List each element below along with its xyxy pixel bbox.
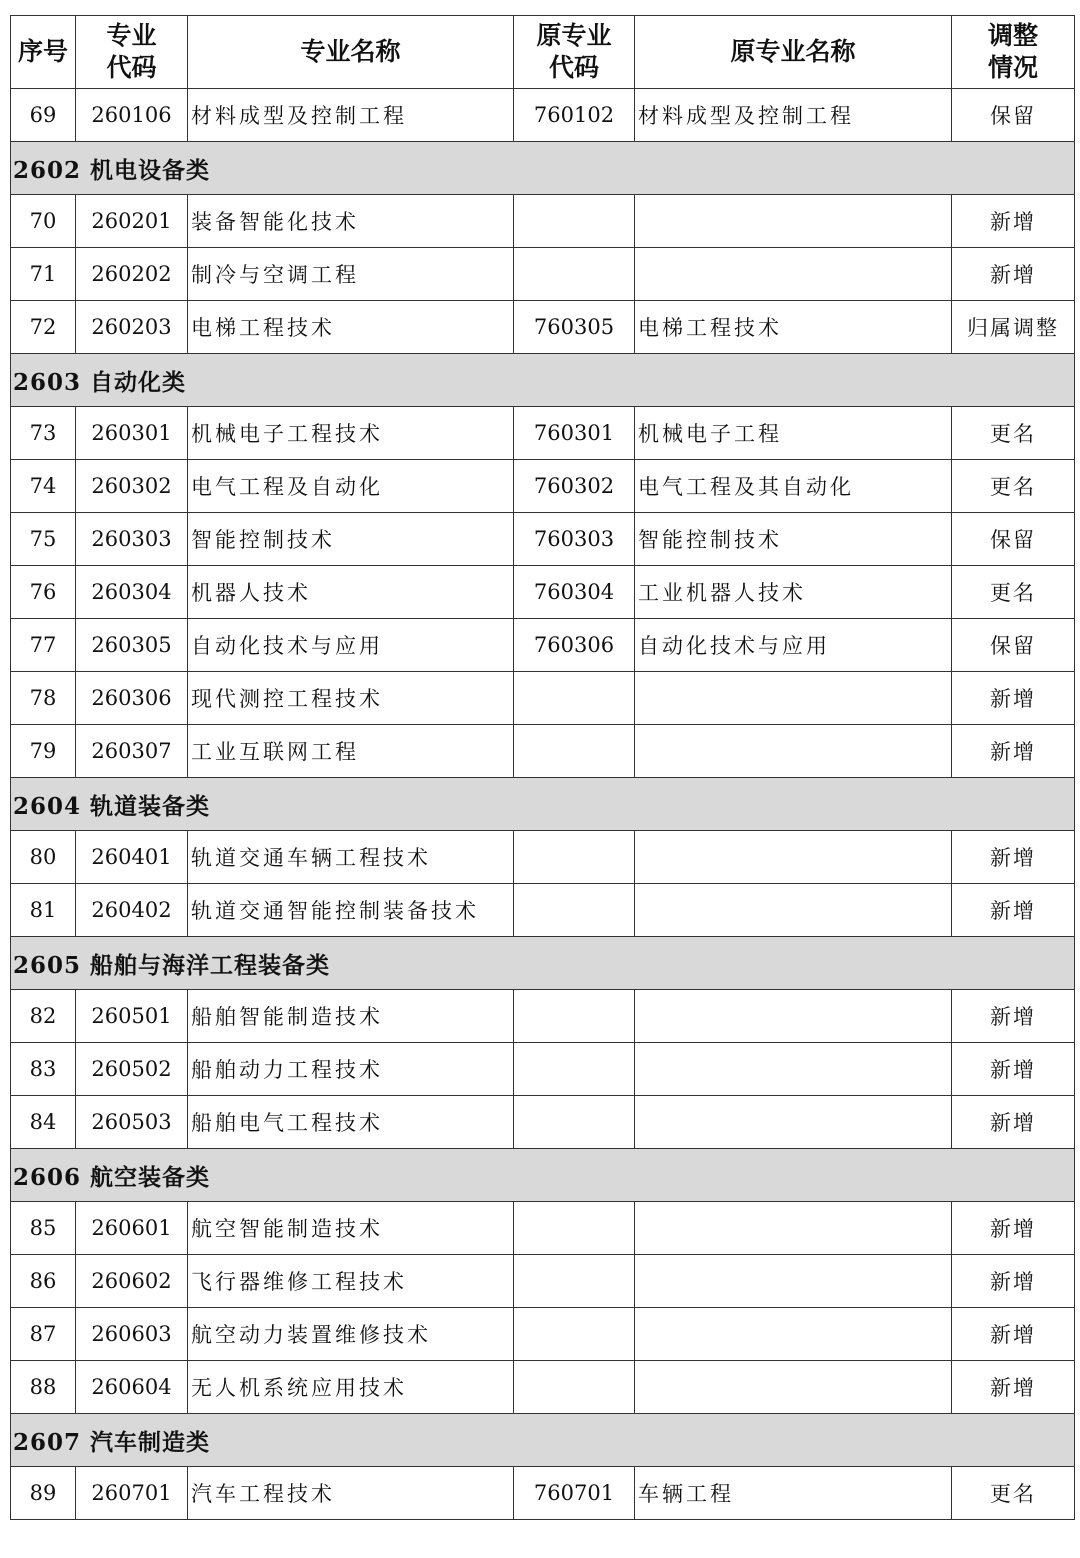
name-cell: 船舶智能制造技术 [188, 990, 514, 1043]
code-cell: 260603 [76, 1308, 188, 1361]
status-cell: 更名 [952, 1467, 1075, 1520]
orig-code-cell: 760102 [514, 89, 635, 142]
name-cell: 装备智能化技术 [188, 195, 514, 248]
orig-name-cell [635, 1043, 952, 1096]
code-cell: 260301 [76, 407, 188, 460]
name-cell: 机器人技术 [188, 566, 514, 619]
name-cell: 智能控制技术 [188, 513, 514, 566]
header-orig-code-line-1: 原专业 [536, 21, 612, 50]
table-row [11, 1096, 1075, 1149]
orig-code-cell [514, 990, 635, 1043]
name-cell: 机械电子工程技术 [188, 407, 514, 460]
status-cell: 更名 [952, 460, 1075, 513]
orig-name-cell [635, 725, 952, 778]
table-row [11, 831, 1075, 884]
name-cell: 飞行器维修工程技术 [188, 1255, 514, 1308]
orig-name-cell: 机械电子工程 [635, 407, 952, 460]
code-cell: 260202 [76, 248, 188, 301]
seq-cell: 81 [11, 884, 76, 937]
orig-code-cell [514, 725, 635, 778]
orig-name-cell: 电气工程及其自动化 [635, 460, 952, 513]
seq-cell: 73 [11, 407, 76, 460]
status-cell: 新增 [952, 1255, 1075, 1308]
orig-name-cell: 智能控制技术 [635, 513, 952, 566]
seq-cell: 78 [11, 672, 76, 725]
orig-name-cell [635, 1308, 952, 1361]
table-row [11, 407, 1075, 460]
status-cell: 新增 [952, 1361, 1075, 1414]
header-name [188, 16, 514, 89]
orig-code-cell [514, 1043, 635, 1096]
orig-name-cell [635, 1202, 952, 1255]
table-row [11, 884, 1075, 937]
table-row [11, 566, 1075, 619]
orig-code-cell [514, 672, 635, 725]
category-row [11, 937, 1075, 990]
orig-name-cell [635, 672, 952, 725]
orig-code-cell [514, 884, 635, 937]
table-row [11, 1043, 1075, 1096]
status-cell: 归属调整 [952, 301, 1075, 354]
table-row [11, 513, 1075, 566]
table-row [11, 1255, 1075, 1308]
code-cell: 260302 [76, 460, 188, 513]
status-cell: 更名 [952, 566, 1075, 619]
orig-name-cell [635, 1361, 952, 1414]
orig-code-cell: 760301 [514, 407, 635, 460]
status-cell: 新增 [952, 195, 1075, 248]
orig-code-cell: 760304 [514, 566, 635, 619]
header-name-line: 专业名称 [300, 37, 401, 66]
table-row [11, 460, 1075, 513]
seq-cell: 74 [11, 460, 76, 513]
header-orig-name [635, 16, 952, 89]
major-catalog-table [10, 15, 1075, 1520]
status-cell: 新增 [952, 725, 1075, 778]
orig-name-cell [635, 990, 952, 1043]
orig-name-cell: 材料成型及控制工程 [635, 89, 952, 142]
orig-code-cell [514, 831, 635, 884]
orig-name-cell [635, 831, 952, 884]
category-row [11, 778, 1075, 831]
header-code-line-1: 专业 [106, 21, 157, 50]
table-header-row [11, 16, 1075, 89]
status-cell: 新增 [952, 672, 1075, 725]
status-cell: 更名 [952, 407, 1075, 460]
category-label: 2606 航空装备类 [11, 1149, 1075, 1202]
seq-cell: 86 [11, 1255, 76, 1308]
code-cell: 260402 [76, 884, 188, 937]
code-cell: 260604 [76, 1361, 188, 1414]
name-cell: 航空智能制造技术 [188, 1202, 514, 1255]
seq-cell: 72 [11, 301, 76, 354]
seq-cell: 71 [11, 248, 76, 301]
header-orig-code-line-2: 代码 [548, 53, 599, 82]
orig-name-cell: 电梯工程技术 [635, 301, 952, 354]
name-cell: 材料成型及控制工程 [188, 89, 514, 142]
orig-code-cell [514, 1255, 635, 1308]
name-cell: 电气工程及自动化 [188, 460, 514, 513]
seq-cell: 76 [11, 566, 76, 619]
category-row [11, 354, 1075, 407]
orig-name-cell [635, 1096, 952, 1149]
table-row [11, 725, 1075, 778]
seq-cell: 87 [11, 1308, 76, 1361]
table-row [11, 195, 1075, 248]
header-code [76, 16, 188, 89]
status-cell: 保留 [952, 619, 1075, 672]
code-cell: 260701 [76, 1467, 188, 1520]
header-adjust-line-1: 调整 [987, 21, 1038, 50]
orig-name-cell [635, 884, 952, 937]
name-cell: 船舶动力工程技术 [188, 1043, 514, 1096]
seq-cell: 79 [11, 725, 76, 778]
header-seq [11, 16, 76, 89]
orig-code-cell [514, 248, 635, 301]
table-body [11, 89, 1075, 1520]
orig-name-cell [635, 195, 952, 248]
table-row [11, 1467, 1075, 1520]
status-cell: 新增 [952, 990, 1075, 1043]
orig-code-cell: 760701 [514, 1467, 635, 1520]
seq-cell: 85 [11, 1202, 76, 1255]
code-cell: 260401 [76, 831, 188, 884]
name-cell: 无人机系统应用技术 [188, 1361, 514, 1414]
code-cell: 260602 [76, 1255, 188, 1308]
header-orig-code [514, 16, 635, 89]
seq-cell: 89 [11, 1467, 76, 1520]
status-cell: 新增 [952, 1096, 1075, 1149]
code-cell: 260203 [76, 301, 188, 354]
code-cell: 260503 [76, 1096, 188, 1149]
name-cell: 自动化技术与应用 [188, 619, 514, 672]
name-cell: 工业互联网工程 [188, 725, 514, 778]
seq-cell: 80 [11, 831, 76, 884]
seq-cell: 84 [11, 1096, 76, 1149]
table-row [11, 89, 1075, 142]
name-cell: 电梯工程技术 [188, 301, 514, 354]
seq-cell: 69 [11, 89, 76, 142]
status-cell: 新增 [952, 248, 1075, 301]
orig-code-cell [514, 1096, 635, 1149]
table-row [11, 1308, 1075, 1361]
category-label: 2605 船舶与海洋工程装备类 [11, 937, 1075, 990]
orig-code-cell: 760305 [514, 301, 635, 354]
name-cell: 制冷与空调工程 [188, 248, 514, 301]
code-cell: 260303 [76, 513, 188, 566]
status-cell: 保留 [952, 89, 1075, 142]
code-cell: 260502 [76, 1043, 188, 1096]
table-row [11, 1361, 1075, 1414]
code-cell: 260106 [76, 89, 188, 142]
orig-name-cell: 工业机器人技术 [635, 566, 952, 619]
seq-cell: 77 [11, 619, 76, 672]
category-row [11, 1149, 1075, 1202]
table-row [11, 301, 1075, 354]
header-adjust-line-2: 情况 [987, 53, 1038, 82]
orig-name-cell [635, 248, 952, 301]
status-cell: 新增 [952, 884, 1075, 937]
table-row [11, 619, 1075, 672]
code-cell: 260201 [76, 195, 188, 248]
table-row [11, 1202, 1075, 1255]
code-cell: 260501 [76, 990, 188, 1043]
header-adjust [952, 16, 1075, 89]
orig-code-cell: 760306 [514, 619, 635, 672]
code-cell: 260601 [76, 1202, 188, 1255]
orig-name-cell: 车辆工程 [635, 1467, 952, 1520]
seq-cell: 75 [11, 513, 76, 566]
name-cell: 航空动力装置维修技术 [188, 1308, 514, 1361]
category-label: 2603 自动化类 [11, 354, 1075, 407]
header-orig-name-line: 原专业名称 [730, 37, 856, 66]
orig-code-cell [514, 1202, 635, 1255]
status-cell: 新增 [952, 1202, 1075, 1255]
orig-code-cell [514, 1308, 635, 1361]
table-row [11, 990, 1075, 1043]
orig-name-cell [635, 1255, 952, 1308]
header-code-line-2: 代码 [106, 53, 157, 82]
category-row [11, 1414, 1075, 1467]
category-label: 2604 轨道装备类 [11, 778, 1075, 831]
name-cell: 汽车工程技术 [188, 1467, 514, 1520]
orig-code-cell: 760302 [514, 460, 635, 513]
code-cell: 260305 [76, 619, 188, 672]
category-label: 2602 机电设备类 [11, 142, 1075, 195]
table-row [11, 672, 1075, 725]
name-cell: 轨道交通智能控制装备技术 [188, 884, 514, 937]
category-row [11, 142, 1075, 195]
orig-code-cell: 760303 [514, 513, 635, 566]
name-cell: 现代测控工程技术 [188, 672, 514, 725]
orig-code-cell [514, 1361, 635, 1414]
category-label: 2607 汽车制造类 [11, 1414, 1075, 1467]
status-cell: 新增 [952, 831, 1075, 884]
table-row [11, 248, 1075, 301]
seq-cell: 88 [11, 1361, 76, 1414]
code-cell: 260304 [76, 566, 188, 619]
status-cell: 新增 [952, 1043, 1075, 1096]
status-cell: 新增 [952, 1308, 1075, 1361]
seq-cell: 83 [11, 1043, 76, 1096]
seq-cell: 70 [11, 195, 76, 248]
name-cell: 轨道交通车辆工程技术 [188, 831, 514, 884]
orig-code-cell [514, 195, 635, 248]
orig-name-cell: 自动化技术与应用 [635, 619, 952, 672]
code-cell: 260306 [76, 672, 188, 725]
status-cell: 保留 [952, 513, 1075, 566]
code-cell: 260307 [76, 725, 188, 778]
name-cell: 船舶电气工程技术 [188, 1096, 514, 1149]
header-seq-line: 序号 [17, 37, 68, 66]
seq-cell: 82 [11, 990, 76, 1043]
